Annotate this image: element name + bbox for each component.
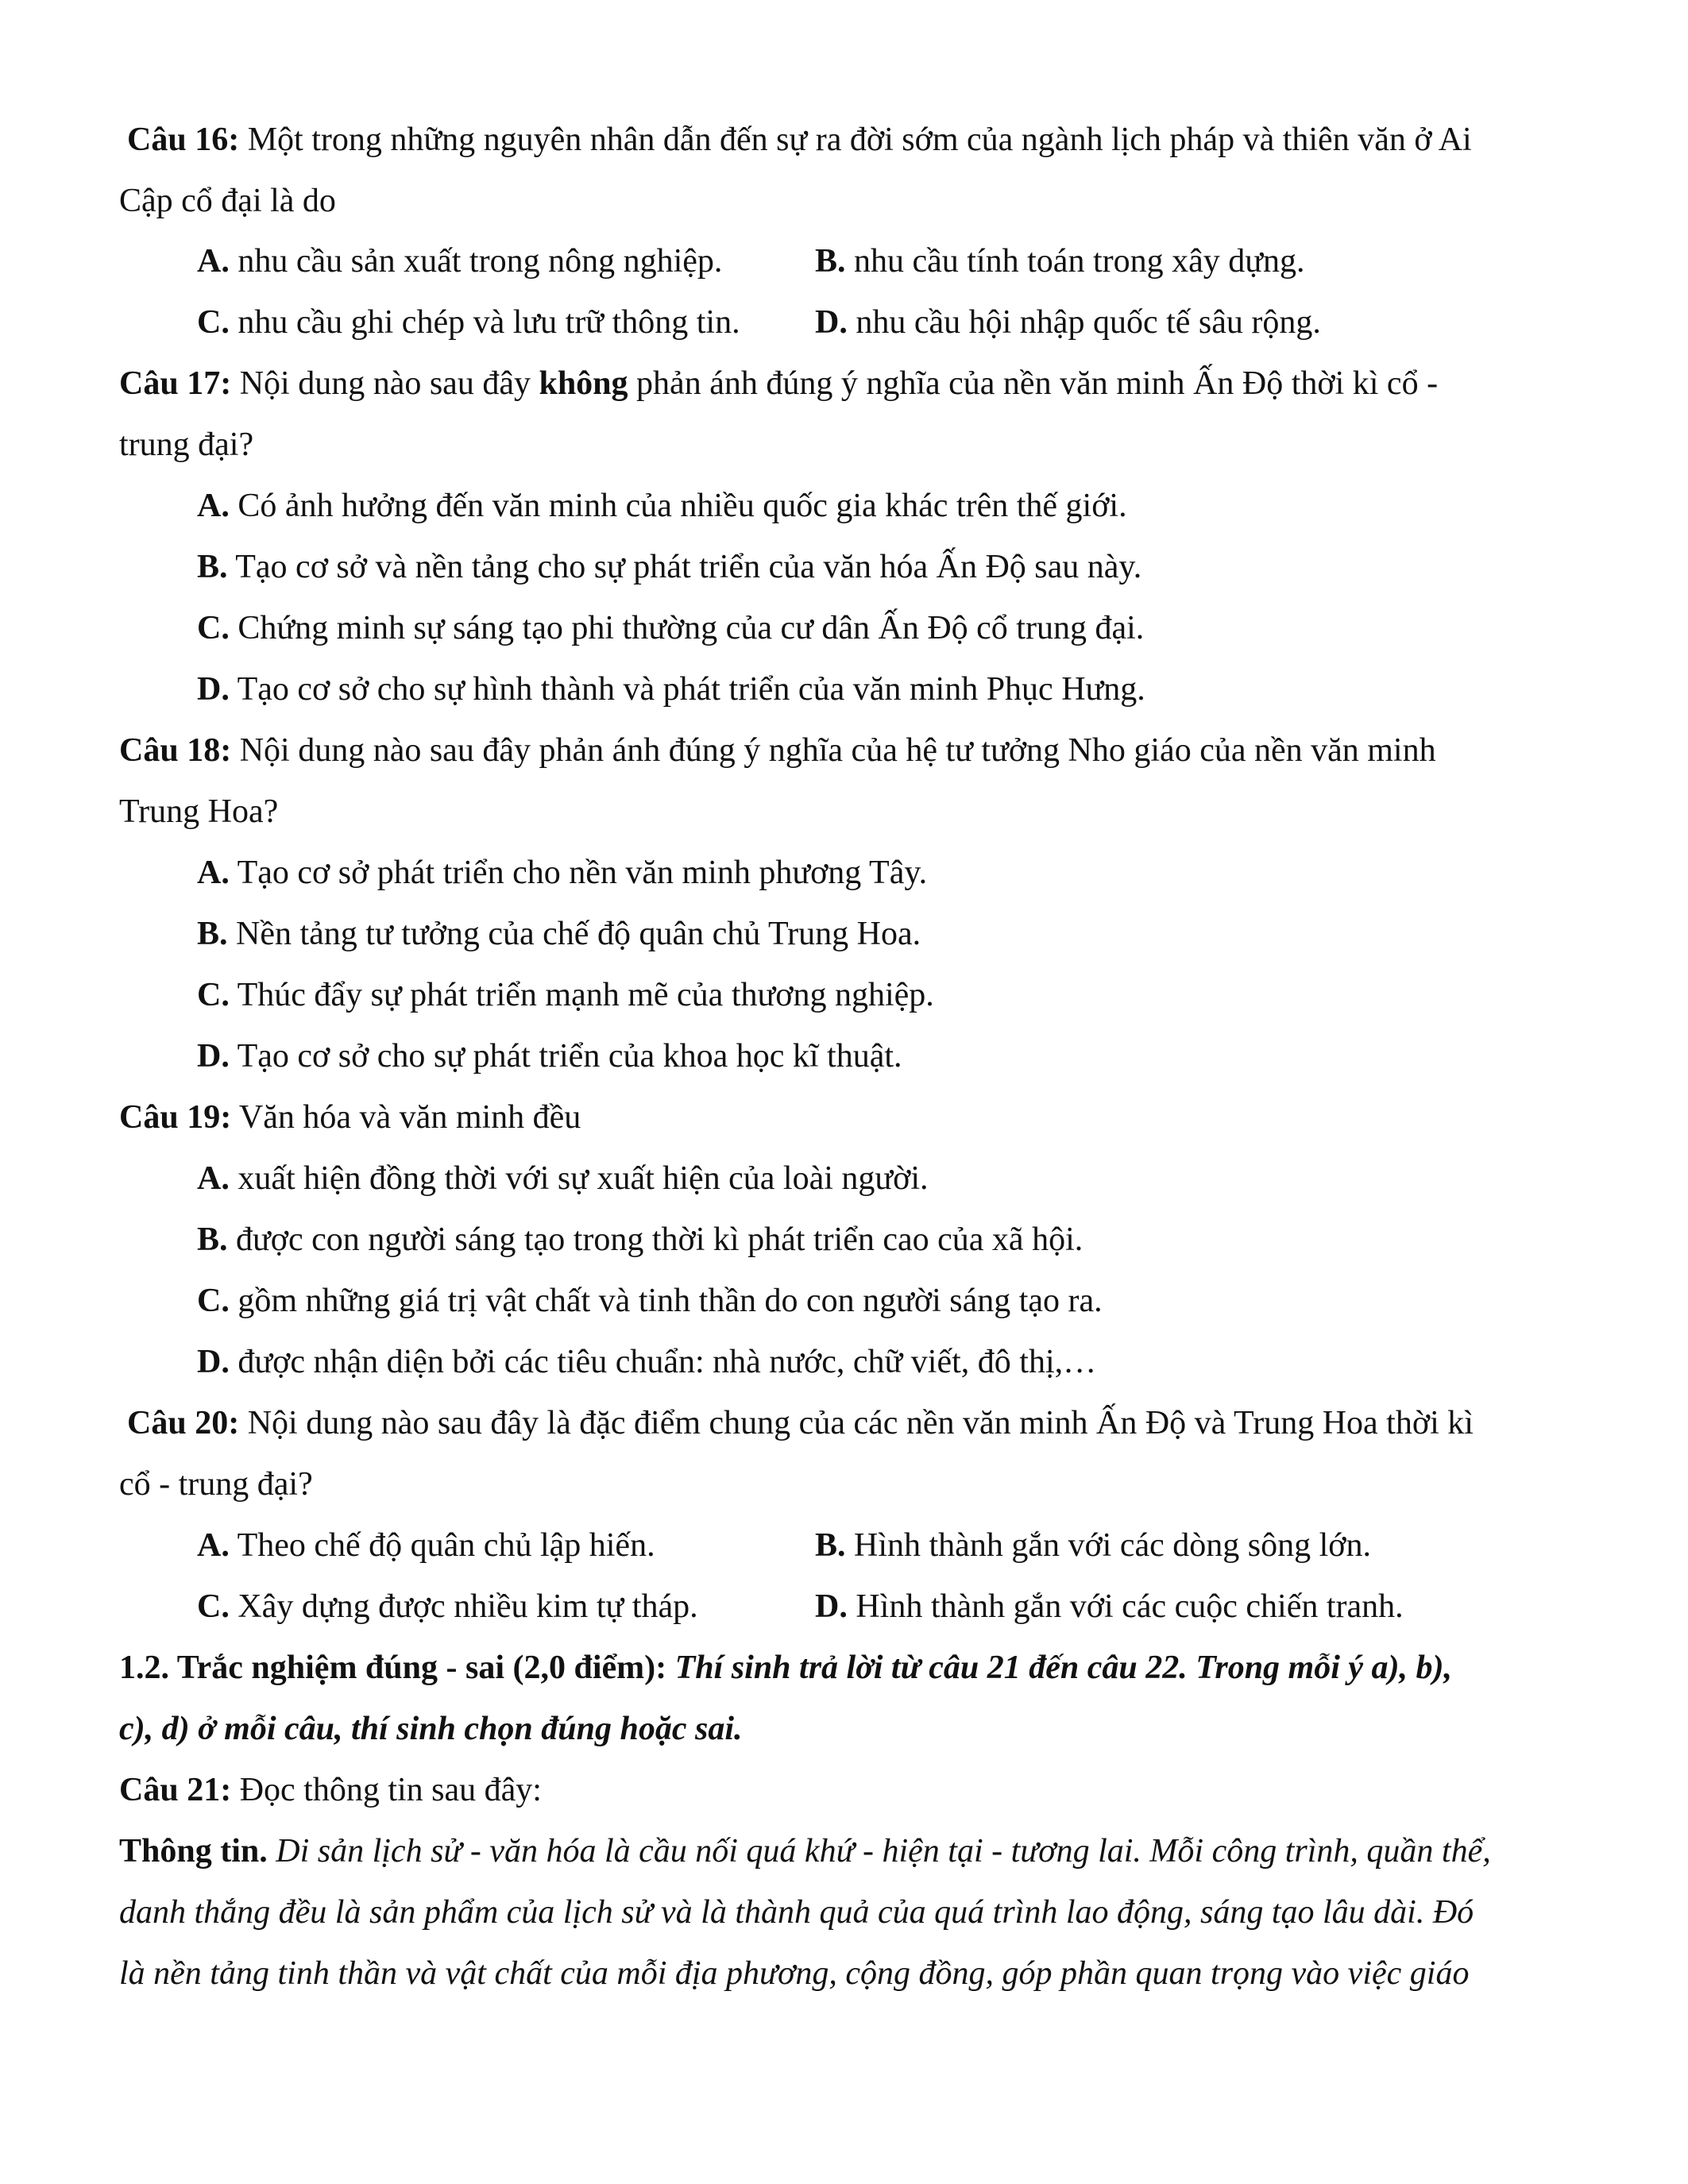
q16-stem-line1 xyxy=(127,119,1472,160)
q17-emphasis: không xyxy=(539,365,628,402)
q21-info-line2 xyxy=(119,1892,1474,1933)
option-text: Theo chế độ quân chủ lập hiến. xyxy=(229,1527,655,1564)
q17-option-d xyxy=(197,669,1145,710)
option-letter: B. xyxy=(815,1527,846,1564)
q16-label: Câu 16: xyxy=(127,122,240,158)
option-text: Hình thành gắn với các cuộc chiến tranh. xyxy=(847,1588,1404,1625)
q17-stem-text-b: phản ánh đúng ý nghĩa của nền văn minh Ấn Độ thời kì cổ - xyxy=(628,365,1439,402)
q18-stem-text1: Nội dung nào sau đây phản ánh đúng ý nghĩa của hệ tư tưởng Nho giáo của nền văn minh xyxy=(231,732,1436,769)
q18-label: Câu 18: xyxy=(119,732,232,769)
option-letter: A. xyxy=(197,488,230,524)
q20-stem-text1: Nội dung nào sau đây là đặc điểm chung của các nền văn minh Ấn Độ và Trung Hoa thời kì xyxy=(239,1405,1474,1441)
q21-stem-text1: Đọc thông tin sau đây: xyxy=(231,1772,542,1808)
q18-option-a xyxy=(197,852,927,893)
section-heading: 1.2. Trắc nghiệm đúng - sai (2,0 điểm): xyxy=(119,1650,667,1686)
option-text: Xây dựng được nhiều kim tự tháp. xyxy=(229,1588,698,1625)
option-letter: D. xyxy=(197,1344,230,1380)
q19-option-d xyxy=(197,1341,1096,1383)
q19-option-c xyxy=(197,1280,1103,1322)
q17-option-c xyxy=(197,608,1144,649)
q16-option-a xyxy=(197,241,722,282)
option-text: Nền tảng tư tưởng của chế độ quân chủ Trung Hoa. xyxy=(227,916,921,952)
q21-label: Câu 21: xyxy=(119,1772,232,1808)
option-text: Có ảnh hưởng đến văn minh của nhiều quốc gia khác trên thế giới. xyxy=(229,488,1127,524)
option-text: Tạo cơ sở cho sự hình thành và phát triển của văn minh Phục Hưng. xyxy=(229,671,1145,708)
q17-option-b xyxy=(197,546,1141,588)
option-letter: C. xyxy=(197,977,230,1013)
q17-label: Câu 17: xyxy=(119,365,232,402)
q18-option-d xyxy=(197,1036,902,1077)
option-letter: A. xyxy=(197,1527,230,1564)
q18-stem-line1 xyxy=(119,730,1436,771)
option-letter: A. xyxy=(197,855,230,891)
q21-info-line3 xyxy=(119,1953,1469,1994)
q20-stem-text2: cổ - trung đại? xyxy=(119,1466,313,1503)
option-text: nhu cầu ghi chép và lưu trữ thông tin. xyxy=(229,304,740,341)
q16-option-d xyxy=(815,302,1321,343)
q17-stem-text-a: Nội dung nào sau đây xyxy=(231,365,539,402)
q16-option-c xyxy=(197,302,740,343)
option-text: nhu cầu hội nhập quốc tế sâu rộng. xyxy=(847,304,1321,341)
option-text: nhu cầu sản xuất trong nông nghiệp. xyxy=(229,243,723,280)
q16-option-b xyxy=(815,241,1305,282)
q19-stem-line1 xyxy=(119,1097,581,1138)
option-letter: B. xyxy=(815,243,846,280)
option-letter: D. xyxy=(815,304,848,341)
section-instructions-2: c), d) ở mỗi câu, thí sinh chọn đúng hoặc sai. xyxy=(119,1711,743,1747)
option-text: xuất hiện đồng thời với sự xuất hiện của loài người. xyxy=(229,1160,929,1197)
option-letter: B. xyxy=(197,549,228,585)
q16-stem-line2 xyxy=(119,180,336,222)
option-letter: A. xyxy=(197,1160,230,1197)
q19-stem-text1: Văn hóa và văn minh đều xyxy=(231,1099,581,1136)
q19-label: Câu 19: xyxy=(119,1099,232,1136)
option-text: Chứng minh sự sáng tạo phi thường của cư dân Ấn Độ cổ trung đại. xyxy=(229,610,1145,646)
option-letter: D. xyxy=(197,1038,230,1075)
q16-stem-text2: Cập cổ đại là do xyxy=(119,183,336,219)
option-text: Tạo cơ sở phát triển cho nền văn minh phương Tây. xyxy=(229,855,928,891)
q18-option-b xyxy=(197,913,921,955)
q20-option-d xyxy=(815,1586,1404,1627)
option-text: Hình thành gắn với các dòng sông lớn. xyxy=(845,1527,1371,1564)
q16-stem-text1: Một trong những nguyên nhân dẫn đến sự ra đời sớm của ngành lịch pháp và thiên văn ở Ai xyxy=(239,122,1472,158)
info-text-3: là nền tảng tinh thần và vật chất của mỗi địa phương, cộng đồng, góp phần quan trọng vào việc giáo xyxy=(119,1955,1470,1992)
q20-option-a xyxy=(197,1525,655,1566)
option-letter: C. xyxy=(197,1283,230,1319)
q17-stem-text2: trung đại? xyxy=(119,426,254,463)
option-letter: C. xyxy=(197,304,230,341)
section-instructions-1: Thí sinh trả lời từ câu 21 đến câu 22. Trong mỗi ý a), b), xyxy=(666,1650,1453,1686)
q17-stem-line2 xyxy=(119,424,253,465)
option-letter: D. xyxy=(197,671,230,708)
option-text: Tạo cơ sở cho sự phát triển của khoa học kĩ thuật. xyxy=(229,1038,902,1075)
section-heading-line1 xyxy=(119,1647,1452,1688)
option-letter: C. xyxy=(197,610,230,646)
option-text: Tạo cơ sở và nền tảng cho sự phát triển của văn hóa Ấn Độ sau này. xyxy=(227,549,1142,585)
info-label: Thông tin. xyxy=(119,1833,268,1870)
option-letter: B. xyxy=(197,916,228,952)
option-text: được con người sáng tạo trong thời kì phát triển cao của xã hội. xyxy=(227,1221,1083,1258)
q20-stem-line1 xyxy=(127,1403,1474,1444)
q21-info-line1 xyxy=(119,1831,1491,1872)
q20-label: Câu 20: xyxy=(127,1405,240,1441)
q20-option-c xyxy=(197,1586,698,1627)
info-text-2: danh thắng đều là sản phẩm của lịch sử và là thành quả của quá trình lao động, sáng tạo lâu dài. Đó xyxy=(119,1894,1474,1931)
q18-stem-line2 xyxy=(119,791,278,832)
option-letter: D. xyxy=(815,1588,848,1625)
q18-stem-text2: Trung Hoa? xyxy=(119,793,279,830)
q20-option-b xyxy=(815,1525,1371,1566)
q17-stem-line1 xyxy=(119,363,1438,404)
option-letter: C. xyxy=(197,1588,230,1625)
option-text: nhu cầu tính toán trong xây dựng. xyxy=(845,243,1305,280)
option-letter: B. xyxy=(197,1221,228,1258)
q21-stem-line1 xyxy=(119,1769,542,1811)
section-heading-line2 xyxy=(119,1708,743,1750)
q17-option-a xyxy=(197,485,1127,527)
option-text: Thúc đẩy sự phát triển mạnh mẽ của thương nghiệp. xyxy=(229,977,934,1013)
option-text: gồm những giá trị vật chất và tinh thần do con người sáng tạo ra. xyxy=(229,1283,1103,1319)
q19-option-a xyxy=(197,1158,929,1199)
info-text-1: Di sản lịch sử - văn hóa là cầu nối quá khứ - hiện tại - tương lai. Mỗi công trình, quần thể, xyxy=(267,1833,1491,1870)
option-letter: A. xyxy=(197,243,230,280)
option-text: được nhận diện bởi các tiêu chuẩn: nhà nước, chữ viết, đô thị,… xyxy=(229,1344,1097,1380)
q18-option-c xyxy=(197,974,934,1016)
q20-stem-line2 xyxy=(119,1464,313,1505)
q19-option-b xyxy=(197,1219,1083,1260)
